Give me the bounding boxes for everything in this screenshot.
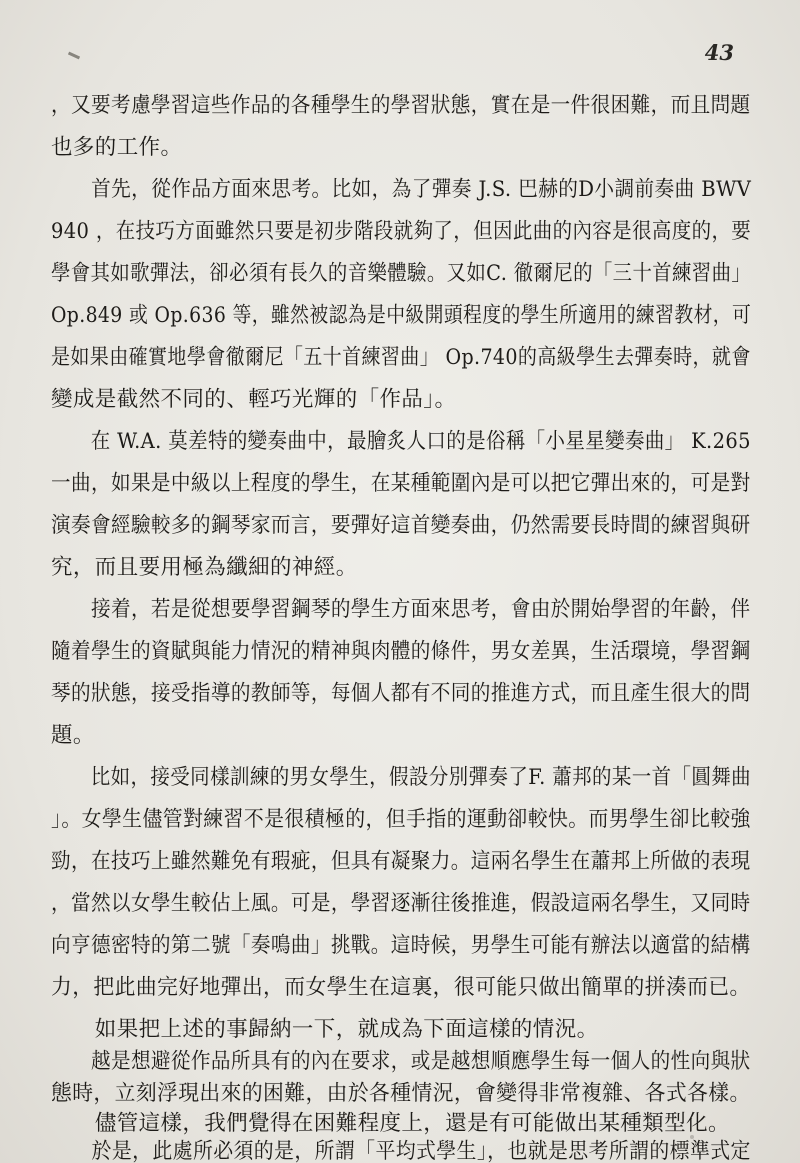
text-line: 學會其如歌彈法，卻必須有長久的音樂體驗。又如C. 徹爾尼的「三十首練習曲」 <box>51 261 752 286</box>
text-line: 隨着學生的資賦與能力情況的精神與肉體的條件，男女差異，生活環境，學習鋼 <box>51 639 751 664</box>
text-line: 如果把上述的事歸納一下，就成為下面這樣的情況。 <box>51 1017 599 1042</box>
text-line: 在 W.A. 莫差特的變奏曲中，最膾炙人口的是俗稱「小星星變奏曲」 K.265 <box>51 429 751 454</box>
text-line: 940 ，在技巧方面雖然只要是初步階段就夠了，但因此曲的內容是很高度的，要 <box>51 219 752 244</box>
text-line: 接着，若是從想要學習鋼琴的學生方面來思考，會由於開始學習的年齡，伴 <box>51 597 751 622</box>
corner-mark <box>68 52 80 60</box>
text-line: 於是，此處所必須的是，所謂「平均式學生」，也就是思考所謂的標準式定 <box>51 1139 751 1163</box>
text-line: 琴的狀態，接受指導的教師等，每個人都有不同的推進方式，而且產生很大的問 <box>51 681 751 706</box>
text-line: 力，把此曲完好地彈出，而女學生在這裏，很可能只做出簡單的拼湊而已。 <box>51 975 751 1000</box>
paper-speck <box>95 1152 99 1155</box>
page-number: 43 <box>704 40 734 65</box>
text-line: 是如果由確實地學會徹爾尼「五十首練習曲」 Op.740的高級學生去彈奏時，就會 <box>51 345 751 370</box>
text-line: 究，而且要用極為纖細的神經。 <box>51 555 358 580</box>
text-line: 比如，接受同樣訓練的男女學生，假設分別彈奏了F. 蕭邦的某一首「圓舞曲 <box>51 765 752 790</box>
paper-speck <box>690 1135 694 1139</box>
text-line: 變成是截然不同的、輕巧光輝的「作品」。 <box>51 387 457 412</box>
text-line: ，當然以女學生較佔上風。可是，學習逐漸往後推進，假設這兩名學生，又同時 <box>51 891 751 916</box>
text-line: 一曲，如果是中級以上程度的學生，在某種範圍內是可以把它彈出來的，可是對 <box>51 471 751 496</box>
text-line: 越是想避從作品所具有的內在要求，或是越想順應學生每一個人的性向與狀 <box>51 1049 751 1074</box>
paper-speck <box>702 1150 705 1153</box>
text-line: Op.849 或 Op.636 等，雖然被認為是中級開頭程度的學生所適用的練習教材，可 <box>51 303 752 328</box>
text-line: 首先，從作品方面來思考。比如，為了彈奏 J.S. 巴赫的D小調前奏曲 BWV <box>51 177 752 202</box>
text-line: 態時，立刻浮現出來的困難，由於各種情況，會變得非常複雜、各式各樣。 <box>51 1081 751 1106</box>
text-line: 演奏會經驗較多的鋼琴家而言，要彈好這首變奏曲，仍然需要長時間的練習與研 <box>51 513 751 538</box>
text-line: 」。女學生儘管對練習不是很積極的，但手指的運動卻較快。而男學生卻比較強 <box>51 807 751 832</box>
text-line: 題。 <box>51 723 95 748</box>
text-line: 向亨德密特的第二號「奏鳴曲」挑戰。這時候，男學生可能有辦法以適當的結構 <box>51 933 751 958</box>
text-line: 也多的工作。 <box>51 135 183 160</box>
text-line: ，又要考慮學習這些作品的各種學生的學習狀態，實在是一件很困難，而且問題 <box>51 93 751 118</box>
text-line: 儘管這樣，我們覺得在困難程度上，還是有可能做出某種類型化。 <box>51 1111 730 1136</box>
text-line: 勁，在技巧上雖然難免有瑕疵，但具有凝聚力。這兩名學生在蕭邦上所做的表現 <box>51 849 751 874</box>
